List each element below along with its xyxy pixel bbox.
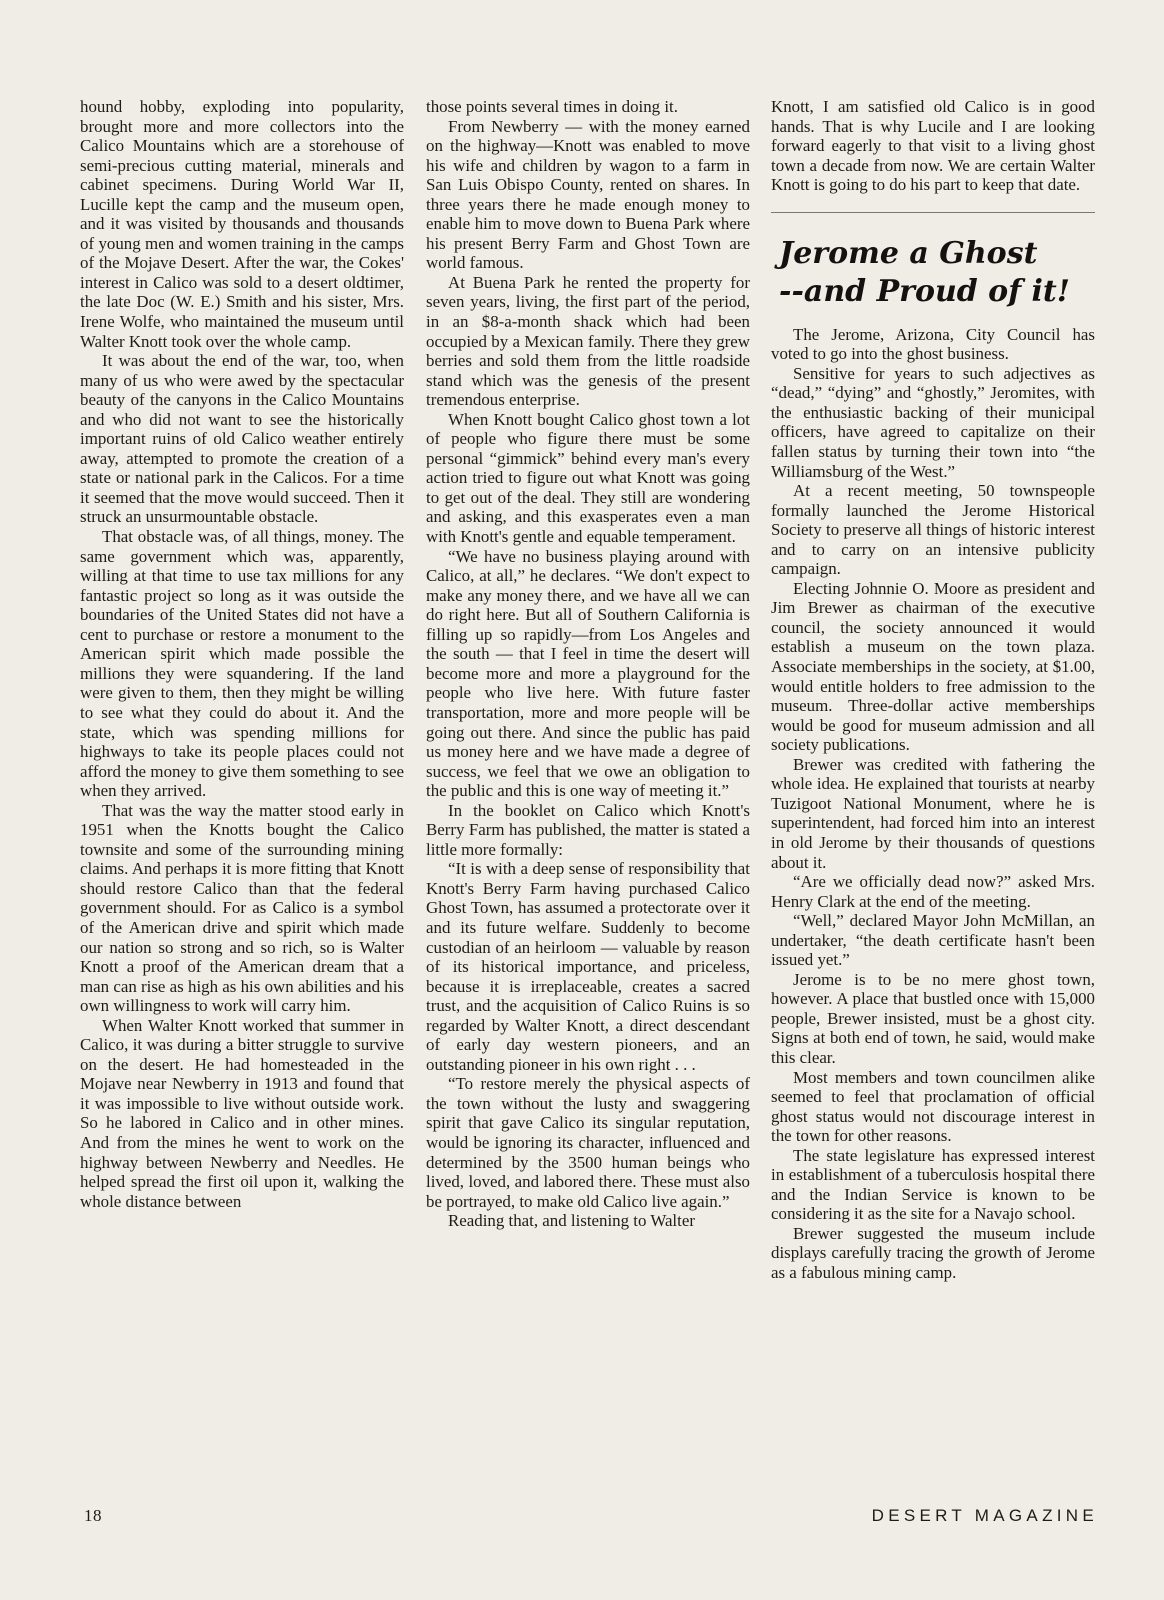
paragraph: Reading that, and listening to Walter xyxy=(448,1211,695,1231)
magazine-name: DESERT MAGAZINE xyxy=(871,1506,1098,1525)
paragraph: “To restore merely the physical aspects of the town without the lusty and swaggering spirit that gave Calico its singular reputation, would be ignoring its character, influenced and determined by the 3500 human beings who lived, loved, and labored there. These must also be portrayed, to make old Calico live again.” xyxy=(426,1074,750,1211)
paragraph: Most members and town councilmen alike seemed to feel that proclamation of official ghost status would not discourage interest in the town for other reasons. xyxy=(771,1067,1095,1146)
section-divider xyxy=(771,212,1095,213)
paragraph: At a recent meeting, 50 townspeople formally launched the Jerome Historical Society to preserve all things of historic interest and to carry on an intensive publicity campaign. xyxy=(771,481,1095,579)
text-column-middle xyxy=(426,97,750,1231)
text-column-right xyxy=(771,97,1095,1283)
paragraph: those points several times in doing it. xyxy=(426,97,678,116)
paragraph: Jerome is to be no mere ghost town, however. A place that bustled once with 15,000 people, Brewer insisted, must be a ghost city. Signs at both end of town, he said, would make this clear. xyxy=(771,969,1095,1067)
paragraph: In the booklet on Calico which Knott's Berry Farm has published, the matter is stated a little more formally: xyxy=(426,800,750,859)
headline-line-2: --and Proud of it! xyxy=(779,273,1070,309)
paragraph: That was the way the matter stood early in 1951 when the Knotts bought the Calico townsite and some of the surrounding mining claims. And perhaps it is more fitting that Knott should restore Calico than that the federal government should. For as Calico is a symbol of the American drive and spirit which made our nation so strong and so rich, so is Walter Knott a proof of the American dream that a man can rise as high as his own abilities and his own willingness to work will carry him. xyxy=(80,800,404,1016)
paragraph: “We have no business playing around with Calico, at all,” he declares. “We don't expect to make any money there, and we have all we can do right here. But all of Southern California is filling up so rapidly—from Los Angeles and the south — that I feel in time the desert will become more and more a playground for the people who live here. With future faster transportation, more and more people will be going out there. And since the public has paid us money here and we have made a degree of success, we feel that we owe an obligation to the public and this is one way of meeting it.” xyxy=(426,546,750,801)
paragraph: Brewer suggested the museum include displays carefully tracing the growth of Jerome as a fabulous mining camp. xyxy=(771,1223,1095,1282)
paragraph: That obstacle was, of all things, money. The same government which was, apparently, willing at that time to use tax millions for any fantastic project so long as it was outside the boundaries of the United States did not have a cent to purchase or restore a monument to the American spirit which made possible the millions they were squandering. If the land were given to them, then they might be willing to see what they could do about it. And the state, which was spending millions for highways to take its people places could not afford the money to give them something to see when they arrived. xyxy=(80,527,404,801)
page-number: 18 xyxy=(84,1506,102,1525)
text-column-left xyxy=(80,97,404,1211)
paragraph: It was about the end of the war, too, when many of us who were awed by the spectacular beauty of the canyons in the Calico Mountains and who did not want to see the historically important ruins of old Calico weather entirely away, attempted to promote the creation of a state or national park in the Calicos. For a time it seemed that the move would succeed. Then it struck an unsurmountable obstacle. xyxy=(80,351,404,527)
paragraph: hound hobby, exploding into popularity, brought more and more collectors into the Calico Mountains which are a storehouse of semi-precious cutting material, minerals and cabinet specimens. During World War II, Lucille kept the camp and the museum open, and it was visited by thousands and thousands of young men and women training in the camps of the Mojave Desert. After the war, the Cokes' interest in Calico was sold to a desert oldtimer, the late Doc (W. E.) Smith and his sister, Mrs. Irene Wolfe, who maintained the museum until Walter Knott took over the whole camp. xyxy=(80,97,404,351)
paragraph: Knott, I am satisfied old Calico is in good hands. That is why Lucile and I are looking forward eagerly to that visit to a living ghost town a decade from now. We are certain Walter Knott is going to do his part to keep that date. xyxy=(771,97,1095,195)
paragraph: “Are we officially dead now?” asked Mrs. Henry Clark at the end of the meeting. xyxy=(771,872,1095,911)
paragraph: From Newberry — with the money earned on the highway—Knott was enabled to move his wife and children by wagon to a farm in San Luis Obispo County, rented on shares. In three years there he made enough money to enable him to move down to Buena Park where his present Berry Farm and Ghost Town are world famous. xyxy=(426,116,750,273)
paragraph: When Walter Knott worked that summer in Calico, it was during a bitter struggle to survive on the desert. He had homesteaded in the Mojave near Newberry in 1913 and found that it was impossible to live without outside work. So he labored in Calico and in other mines. And from the mines he went to work on the highway between Newberry and Needles. He helped spread the first oil upon it, walking the whole distance between xyxy=(80,1015,404,1211)
headline-line-1: Jerome a Ghost xyxy=(779,235,1038,271)
paragraph: At Buena Park he rented the property for seven years, living, the first part of the period, in an $8-a-month shack which had been occupied by a Mexican family. There they grew berries and sold them from the little roadside stand which was the genesis of the present tremendous enterprise. xyxy=(426,272,750,410)
paragraph: Brewer was credited with fathering the whole idea. He explained that tourists at nearby Tuzigoot National Monument, where he is superintendent, had forced him into an interest in old Jerome by their thousands of questions about it. xyxy=(771,754,1095,872)
paragraph: Sensitive for years to such adjectives as “dead,” “dying” and “ghostly,” Jeromites, with the enthusiastic backing of their municipal officers, have agreed to capitalize on their fallen status by turning their town into “the Williamsburg of the West.” xyxy=(771,363,1095,481)
paragraph: “Well,” declared Mayor John McMillan, an undertaker, “the death certificate hasn't been issued yet.” xyxy=(771,911,1095,970)
paragraph: Electing Johnnie O. Moore as president and Jim Brewer as chairman of the executive council, the society announced it would establish a museum on the town plaza. Associate memberships in the society, at $1.00, would entitle holders to free admission to the museum. Three-dollar active memberships would be good for museum admission and all society publications. xyxy=(771,578,1095,755)
paragraph: The state legislature has expressed interest in establishment of a tuberculosis hospital there and the Indian Service is known to be considering it as the site for a Navajo school. xyxy=(771,1145,1095,1224)
article-headline xyxy=(779,235,1095,311)
paragraph: When Knott bought Calico ghost town a lot of people who figure there must be some personal “gimmick” behind every man's every action tried to figure out what Knott was going to get out of the deal. They still are wondering and asking, and this exasperates even a man with Knott's gentle and equable temperament. xyxy=(426,409,750,547)
paragraph: The Jerome, Arizona, City Council has voted to go into the ghost business. xyxy=(771,324,1095,364)
paragraph: “It is with a deep sense of responsibility that Knott's Berry Farm having purchased Calico Ghost Town, has assumed a protectorate over it and its future welfare. Suddenly to become custodian of an heirloom — valuable by reason of its historical importance, and priceless, because it is irreplaceable, creates a sacred trust, and the acquisition of Calico Ruins is so regarded by Walter Knott, a direct descendant of early day western pioneers, and an outstanding pioneer in his own right . . . xyxy=(426,859,750,1074)
